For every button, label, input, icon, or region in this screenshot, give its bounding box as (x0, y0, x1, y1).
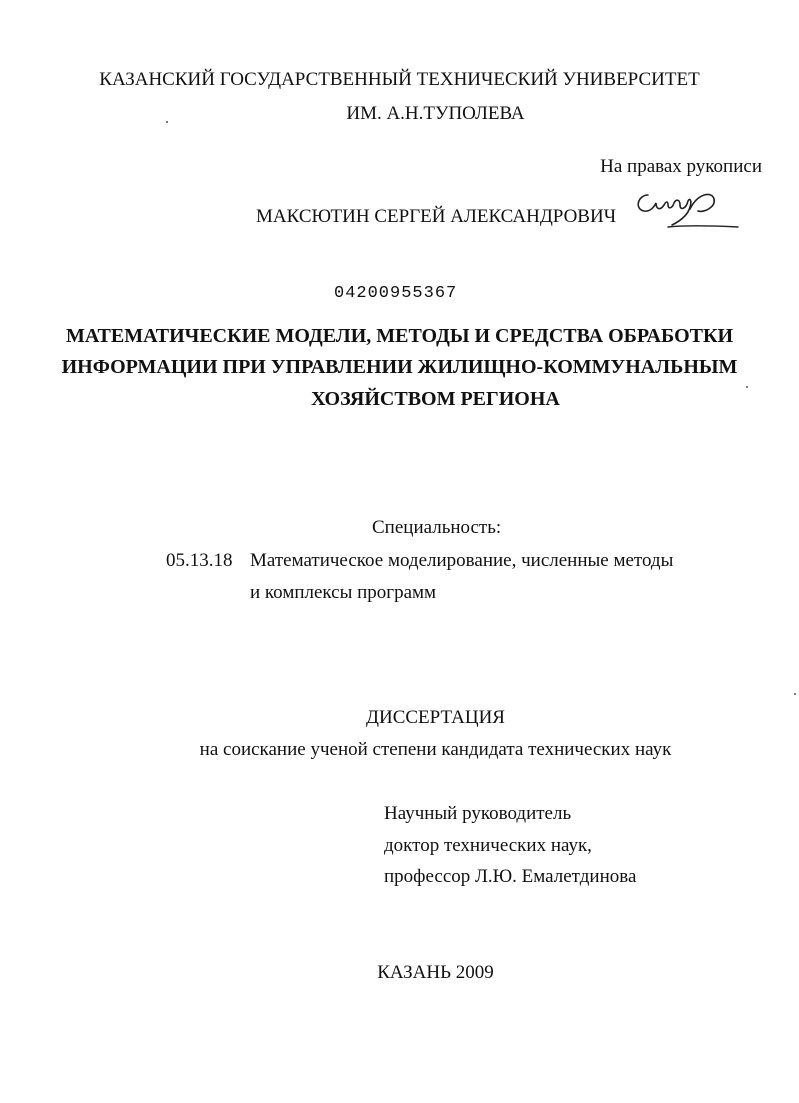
specialty-name-line-1: Математическое моделирование, численные методы (250, 550, 674, 571)
supervisor-line-1: Научный руководитель (384, 803, 572, 824)
specialty-code: 05.13.18 (166, 550, 233, 571)
dissertation-heading: ДИССЕРТАЦИЯ (366, 707, 505, 728)
city-year: КАЗАНЬ 2009 (377, 962, 494, 983)
title-line-1: МАТЕМАТИЧЕСКИЕ МОДЕЛИ, МЕТОДЫ И СРЕДСТВА ОБРАБОТКИ (65, 325, 734, 347)
title-line-2: ИНФОРМАЦИИ ПРИ УПРАВЛЕНИИ ЖИЛИЩНО-КОММУНАЛЬНЫМ (61, 356, 738, 378)
title-line-3: ХОЗЯЙСТВОМ РЕГИОНА (311, 388, 560, 410)
specialty-label: Специальность: (372, 517, 502, 538)
supervisor-line-3: профессор Л.Ю. Емалетдинова (384, 866, 637, 887)
scan-speck (746, 386, 748, 388)
specialty-name-line-2: и комплексы программ (250, 582, 437, 603)
manuscript-note: На правах рукописи (600, 156, 762, 177)
author-name: МАКСЮТИН СЕРГЕЙ АЛЕКСАНДРОВИЧ (256, 206, 617, 227)
scan-speck (166, 121, 168, 123)
signature-icon (628, 187, 740, 237)
catalog-number: 04200955367 (334, 284, 458, 303)
university-name: КАЗАНСКИЙ ГОСУДАРСТВЕННЫЙ ТЕХНИЧЕСКИЙ УНИВЕРСИТЕТ (99, 69, 700, 90)
supervisor-line-2: доктор технических наук, (384, 835, 592, 856)
scan-speck (794, 693, 796, 695)
dissertation-subheading: на соискание ученой степени кандидата технических наук (199, 739, 672, 760)
university-named-after: ИМ. А.Н.ТУПОЛЕВА (346, 103, 525, 124)
